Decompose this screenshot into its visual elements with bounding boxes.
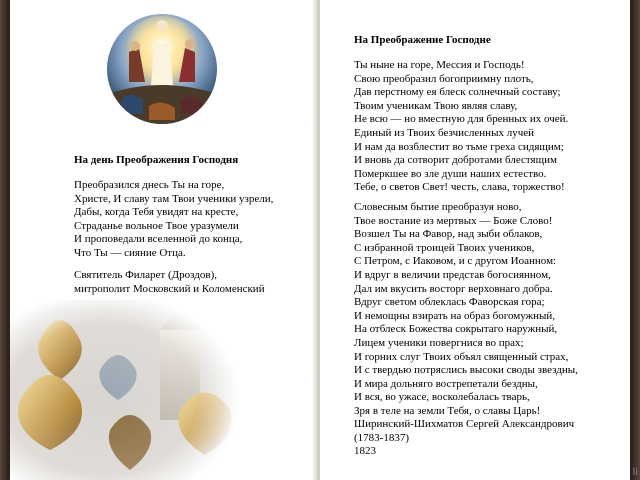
watermark: li	[632, 467, 638, 478]
transfiguration-icon	[107, 14, 217, 124]
poem-line: И вдруг в величии представ богосиянном,	[354, 268, 551, 281]
poem-line: На отблеск Божества сокрытаго наружный,	[354, 323, 558, 336]
poem-line: Единый из Твоих безчисленных лучей	[354, 126, 534, 139]
poem-line: Дал им вкусить восторг верховнаго добра.	[354, 282, 553, 295]
author-line: митрополит Московский и Коломенский	[74, 282, 265, 295]
poem-line: Не всю — но вместную для бренных их очей.	[354, 113, 569, 126]
right-page	[320, 0, 630, 480]
poem-line: Словесным бытие преобразуя ново,	[354, 201, 522, 213]
left-poem-title: На день Преображения Господня	[74, 154, 239, 166]
poem-line: Вдруг светом облеклась Фаворская гора;	[354, 296, 545, 309]
poem-line: И вся, во ужасе, восколебалась тварь,	[354, 391, 530, 404]
author-line: 1823	[354, 445, 376, 458]
poem-line: Померкшее во зле души наших естество.	[354, 167, 547, 180]
poem-line: Ты ныне на горе, Мессия и Господь!	[354, 59, 525, 71]
left-author	[74, 269, 265, 296]
author-line: Ширинский-Шихматов Сергей Александрович	[354, 418, 575, 430]
poem-line: Возшел Ты на Фавор, над зыби облаков,	[354, 228, 543, 241]
poem-line: С избранной троицей Твоих учеников,	[354, 241, 535, 254]
right-author	[354, 418, 574, 459]
poem-line: Лицем ученики повергнися во прах;	[354, 336, 524, 349]
poem-line: И нам да возблестит во тьме греха сидящим;	[354, 140, 564, 153]
poem-line: И проповедали вселенной до конца,	[74, 233, 243, 246]
poem-line: Христе, И славу там Твои ученики узрели,	[74, 192, 274, 205]
author-line: (1783-1837)	[354, 431, 409, 444]
poem-line: Тебе, о светов Свет! честь, слава, торжество!	[354, 181, 565, 194]
poem-line: Страданье вольное Твое уразумели	[74, 219, 239, 232]
poem-line: Дабы, когда Тебя увидят на кресте,	[74, 206, 239, 219]
right-poem-stanza-2	[354, 201, 578, 419]
poem-line: Что Ты — сияние Отца.	[74, 246, 186, 259]
right-poem-title: На Преображение Господне	[354, 34, 491, 46]
author-line: Святитель Филарет (Дроздов),	[74, 269, 217, 281]
poem-line: Преобразился днесь Ты на горе,	[74, 179, 225, 191]
poem-line: И вновь да сотворит добротами блестящим	[354, 154, 557, 167]
poem-line: И мира дольняго вострепетали бездны,	[354, 377, 538, 390]
poem-line: Зря в теле на земли Тебя, о славы Царь!	[354, 404, 541, 417]
left-poem	[74, 179, 273, 261]
poem-line: И горних слуг Твоих объял священный страх,	[354, 350, 569, 363]
church-domes-icon	[10, 300, 240, 480]
poem-line: Свою преобразил богоприимну плоть,	[354, 72, 534, 85]
poem-line: И с твердью потряслись высоки своды звездны,	[354, 364, 578, 377]
left-page	[10, 0, 316, 480]
poem-line: Дав перстному ея блеск солнечный составу;	[354, 86, 561, 99]
poem-line: Твое востание из мертвых — Боже Слово!	[354, 214, 553, 227]
poem-line: Твоим ученикам Твою являя славу,	[354, 99, 518, 112]
right-poem-stanza-1	[354, 59, 568, 195]
poem-line: С Петром, с Иаковом, и с другом Иоанном:	[354, 255, 557, 268]
poem-line: И немощны взирать на образ богомужный,	[354, 309, 556, 322]
